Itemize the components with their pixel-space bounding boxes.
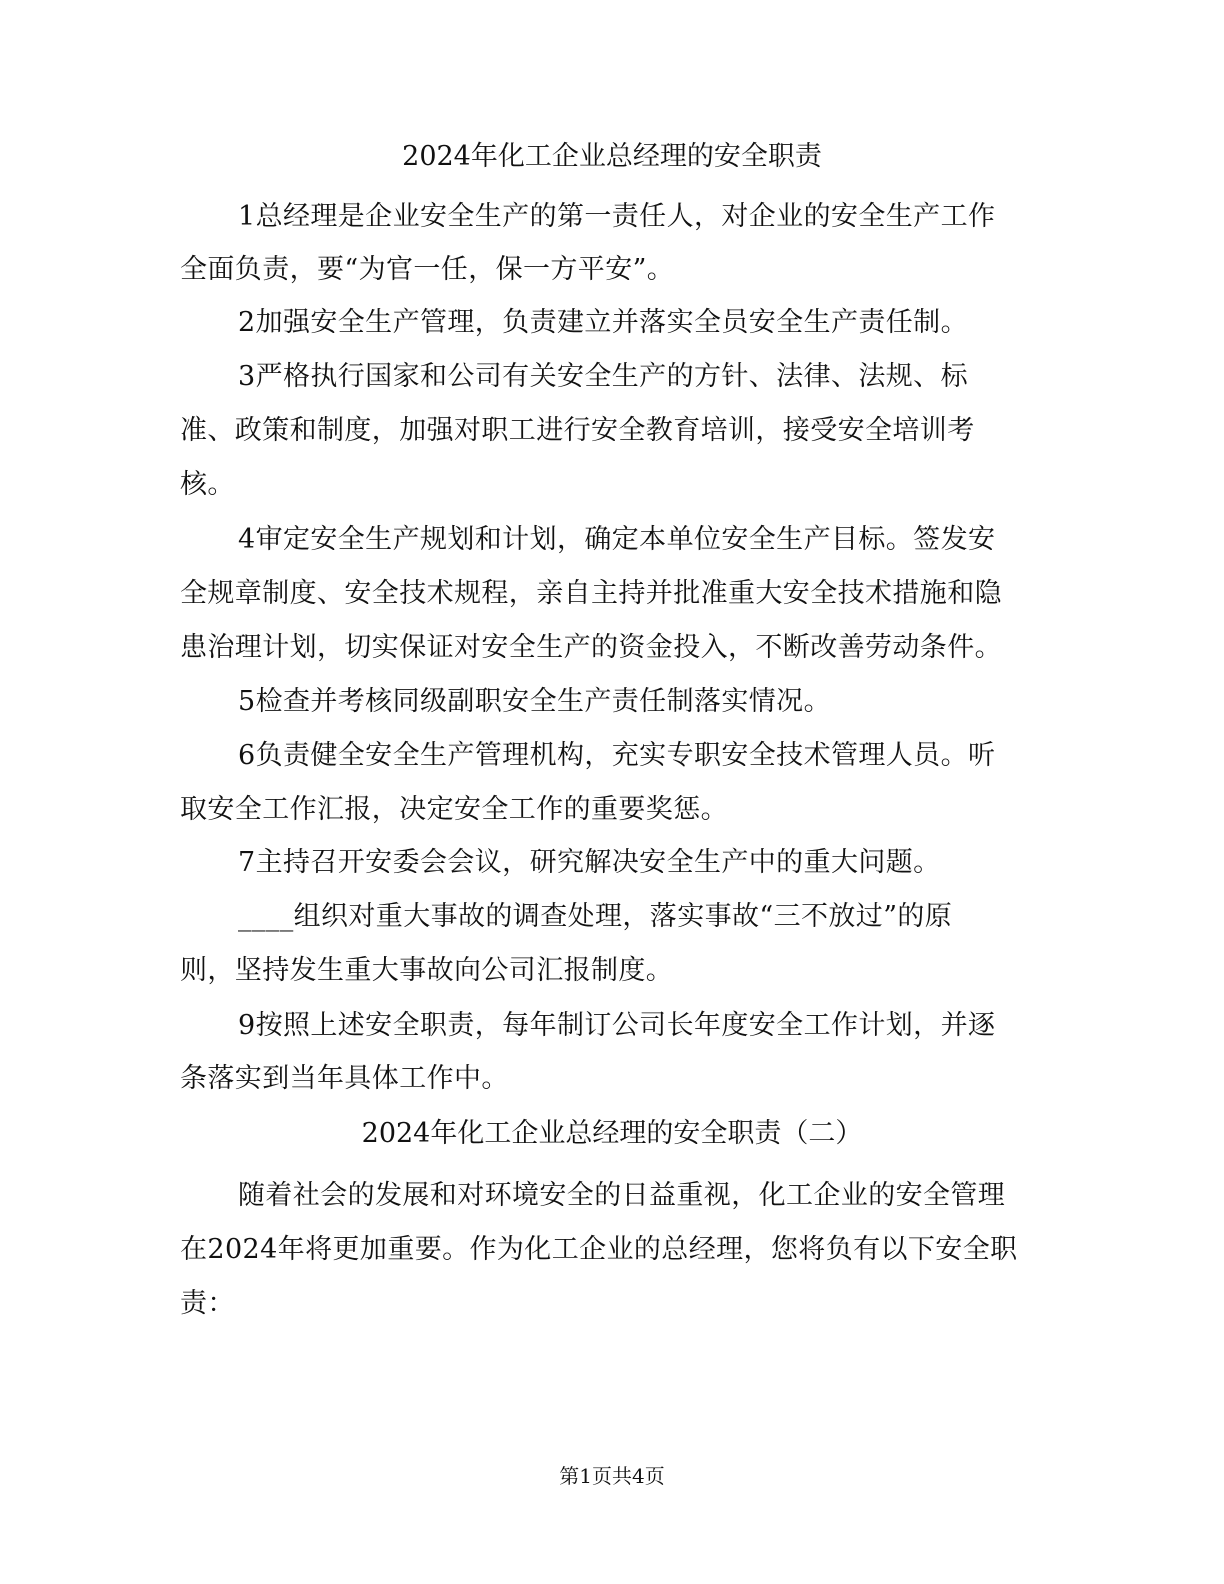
paragraph-line: 患治理计划，切实保证对安全生产的资金投入，不断改善劳动条件。: [180, 632, 1002, 663]
paragraph-line: 2加强安全生产管理，负责建立并落实全员安全生产责任制。: [238, 307, 968, 338]
paragraph-line: 在2024年将更加重要。作为化工企业的总经理，您将负有以下安全职: [180, 1234, 1018, 1265]
paragraph-line: 6负责健全安全生产管理机构，充实专职安全技术管理人员。听: [238, 740, 996, 771]
paragraph-line: 全规章制度、安全技术规程，亲自主持并批准重大安全技术措施和隐: [180, 578, 1002, 609]
section-title: 2024年化工企业总经理的安全职责（二）: [361, 1118, 863, 1149]
paragraph-line: 3严格执行国家和公司有关安全生产的方针、法律、法规、标: [238, 361, 968, 392]
paragraph-line: 核。: [180, 469, 235, 500]
paragraph-line: 随着社会的发展和对环境安全的日益重视，化工企业的安全管理: [238, 1180, 1006, 1211]
paragraph-line: 条落实到当年具体工作中。: [180, 1063, 509, 1094]
paragraph-line: 4审定安全生产规划和计划，确定本单位安全生产目标。签发安: [238, 524, 996, 555]
paragraph-line: 取安全工作汇报，决定安全工作的重要奖惩。: [180, 794, 728, 825]
paragraph-line: ____组织对重大事故的调查处理，落实事故“三不放过”的原: [238, 901, 953, 932]
paragraph-line: 责：: [180, 1288, 235, 1319]
paragraph-line: 7主持召开安委会会议，研究解决安全生产中的重大问题。: [238, 847, 941, 878]
paragraph-line: 1总经理是企业安全生产的第一责任人，对企业的安全生产工作: [238, 201, 996, 232]
document-title: 2024年化工企业总经理的安全职责: [402, 141, 822, 172]
paragraph-line: 则，坚持发生重大事故向公司汇报制度。: [180, 955, 674, 986]
paragraph-line: 5检查并考核同级副职安全生产责任制落实情况。: [238, 686, 831, 717]
page-number-footer: 第1页共4页: [559, 1464, 665, 1488]
paragraph-line: 准、政策和制度，加强对职工进行安全教育培训，接受安全培训考: [180, 415, 975, 446]
paragraph-line: 全面负责，要“为官一任，保一方平安”。: [180, 254, 675, 285]
paragraph-line: 9按照上述安全职责，每年制订公司长年度安全工作计划，并逐: [238, 1010, 996, 1041]
